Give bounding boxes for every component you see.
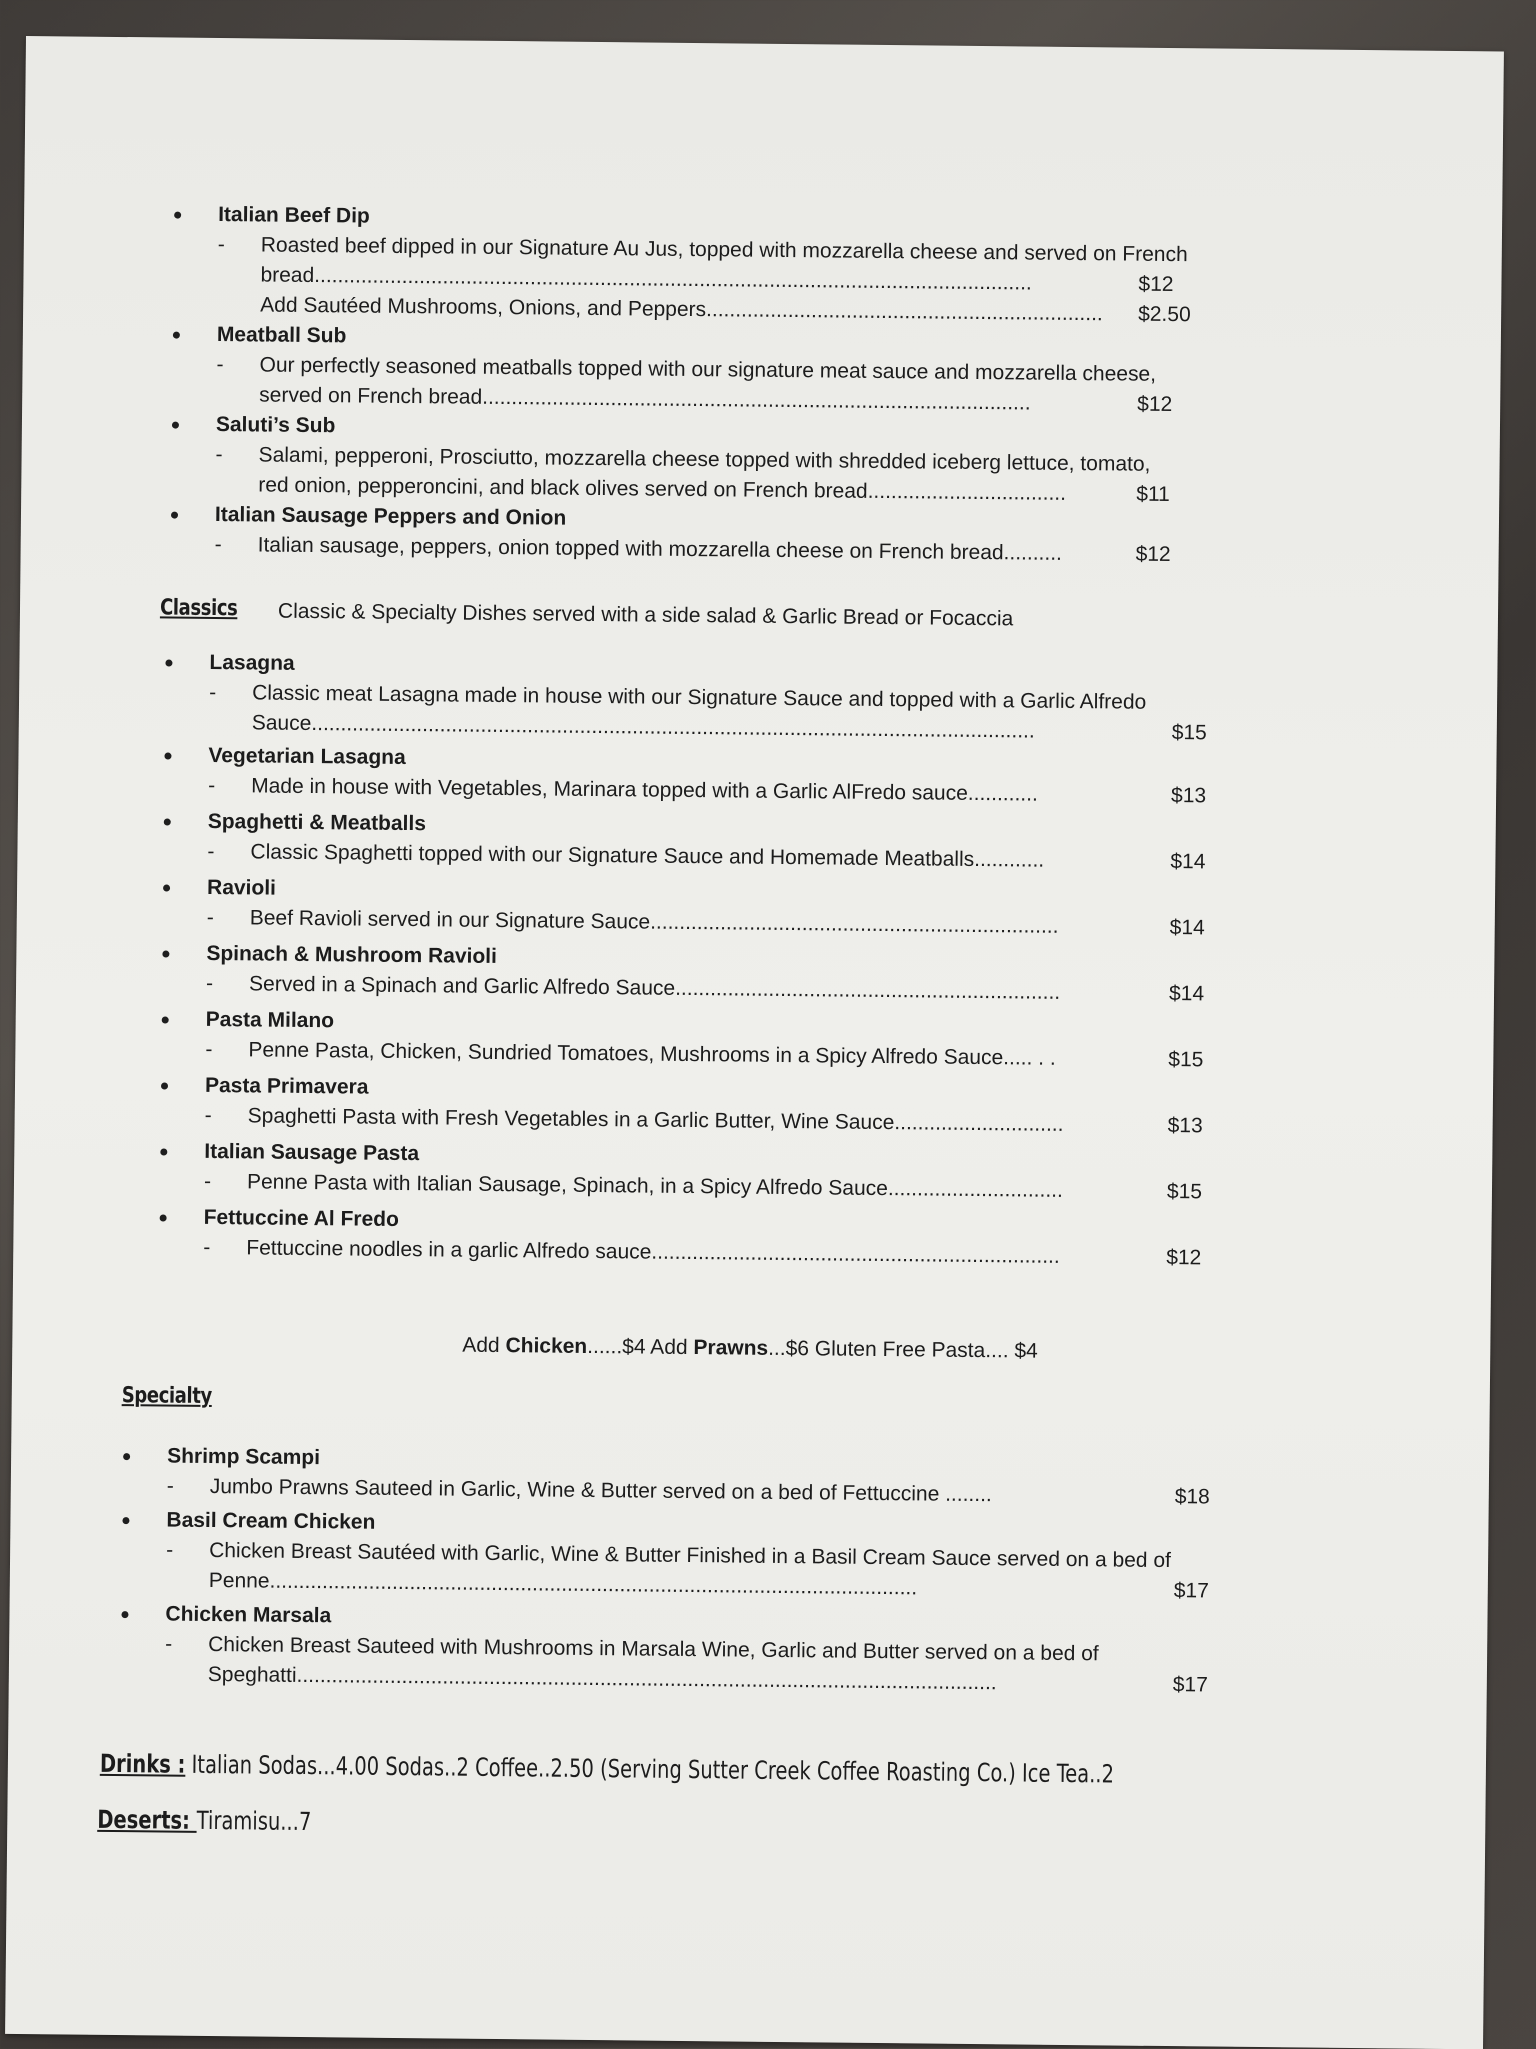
item-name: Pasta Primavera [204,1073,369,1099]
item-name: Italian Sausage Pasta [204,1139,420,1166]
bullet-icon [161,1082,168,1089]
dash-icon: - [165,1632,173,1656]
item-description [165,1630,1322,1702]
bullet-icon [173,332,180,339]
bullet-icon [121,1611,128,1618]
item-name: Shrimp Scampi [167,1444,321,1470]
desc-line: Served in a Spinach and Garlic Alfredo Sauce.................................................................. [248,972,1061,1004]
item-name: Spaghetti & Meatballs [207,809,427,836]
desc-line: Sauce............................................................................................................................ [251,711,1035,743]
menu-item-lasagna [165,647,1366,750]
addon-prawns: Prawns [693,1336,769,1360]
bullet-icon [174,212,181,219]
bullet-icon [160,1214,167,1221]
item-name: Italian Beef Dip [218,203,370,228]
menu-item-pasta-milano [161,1004,1362,1077]
item-price: $17 [1173,1579,1209,1603]
item-price: $13 [1167,1114,1203,1138]
desc-line: Classic meat Lasagna made in house with our Signature Sauce and topped with a Garlic Alfredo [252,681,1147,714]
classics-header: Classics [159,595,238,622]
desc-line: Salami, pepperoni, Prosciutto, mozzarella cheese topped with shredded iceberg lettuce, tomato, [258,443,1151,476]
specialty-section [121,1441,1324,1702]
bullet-icon [164,818,171,825]
desc-line: Jumbo Prawns Sauteed in Garlic, Wine & Butter served on a bed of Fettuccine ........ [209,1475,992,1507]
item-description [217,230,1374,332]
desc-line: Penne Pasta with Italian Sausage, Spinach, in a Spicy Alfredo Sauce.............................. [246,1170,1064,1202]
addon-chicken: Chicken [505,1334,588,1358]
dash-icon: - [205,1037,213,1062]
item-price: $18 [1174,1485,1210,1509]
desc-line: red onion, pepperoncini, and black olives served on French bread.................................. [258,473,1067,505]
menu-item-italian-beef-dip [173,200,1374,333]
drinks-label: Drinks : [99,1748,186,1779]
item-price: $12 [1137,392,1173,417]
addon-text: Add [462,1333,506,1358]
dash-icon: - [166,1474,174,1498]
item-name: Ravioli [206,875,277,900]
desc-line: Beef Ravioli served in our Signature Sauce...................................................................... [249,906,1059,938]
item-price: $15 [1166,1180,1203,1204]
dash-icon: - [208,773,216,798]
bullet-icon [123,1453,130,1460]
menu-item-pasta-primavera [161,1070,1362,1143]
desc-line: Chicken Breast Sauteed with Mushrooms in Marsala Wine, Garlic and Butter served on a bed of [208,1632,1099,1666]
item-name: Chicken Marsala [165,1602,332,1628]
item-price: $11 [1136,482,1170,507]
desc-line: Spaghetti Pasta with Fresh Vegetables in a Garlic Butter, Wine Sauce............................. [247,1104,1064,1136]
menu-item-meatball-sub [172,320,1373,423]
dash-icon: - [206,905,214,930]
desc-line: Fettuccine noodles in a garlic Alfredo sauce...................................................................... [246,1236,1060,1268]
item-name: Meatball Sub [216,323,347,348]
menu-item-italian-sausage-pasta [160,1136,1361,1209]
item-price: $15 [1168,1048,1204,1072]
specialty-header: Specialty [121,1383,212,1410]
bullet-icon [162,950,169,957]
menu-item-shrimp-scampi [123,1441,1324,1514]
dash-icon: - [214,533,222,557]
dash-icon: - [204,1103,212,1128]
item-price: $14 [1170,850,1206,874]
menu-item-basil-cream-chicken [122,1505,1323,1608]
item-name: Pasta Milano [205,1007,335,1033]
desc-line: Penne............................................................................................................... [208,1569,918,1600]
menu-item-salutis-sub [171,410,1372,513]
item-name: Spinach & Mushroom Ravioli [206,941,498,968]
deserts-line [97,1805,311,1837]
desc-line: Italian sausage, peppers, onion topped with mozzarella cheese on French bread.......... [257,533,1063,565]
item-name: Lasagna [209,650,295,675]
classics-subtitle: Classic & Specialty Dishes served with a side salad & Garlic Bread or Focaccia [277,599,1014,631]
drinks-line [100,1749,1114,1790]
item-price: $14 [1168,982,1205,1006]
desc-line: Speghatti........................................................................................................................ [207,1662,997,1695]
menu-item-ravioli [163,872,1364,945]
bullet-icon [162,1016,169,1023]
menu-item-chicken-marsala [121,1599,1322,1702]
menu-item-spinach-mushroom-ravioli [162,938,1363,1011]
desc-line: bread........................................................................................................................... [260,263,1032,295]
dash-icon: - [203,1235,211,1259]
deserts-label: Deserts: [97,1804,197,1835]
dash-icon: - [166,1538,174,1562]
dash-icon: - [207,839,215,864]
item-price: $15 [1171,721,1207,745]
menu-content [5,36,1504,2049]
pasta-addons [462,1331,1038,1367]
drinks-text: Italian Sodas...4.00 Sodas..2 Coffee..2.50 (Serving Sutter Creek Coffee Roasting Co.) Ice Tea..2 [185,1749,1115,1789]
dash-icon: - [209,680,217,705]
desc-line: Classic Spaghetti topped with our Signature Sauce and Homemade Meatballs............ [250,840,1045,872]
item-name: Italian Sausage Peppers and Onion [214,503,567,530]
desc-line: Our perfectly seasoned meatballs topped with our signature meat sauce and mozzarella cheese, [259,353,1157,386]
desc-line: served on French bread.............................................................................................. [259,383,1031,415]
dash-icon: - [205,971,214,996]
item-name: Saluti’s Sub [215,413,336,438]
desc-line: Roasted beef dipped in our Signature Au Jus, topped with mozzarella cheese and served on French [260,233,1188,267]
item-name: Vegetarian Lasagna [208,743,406,770]
bullet-icon [165,659,172,666]
bullet-icon [160,1148,167,1155]
menu-item-spaghetti-meatballs [163,806,1364,879]
addon-text: ......$4 Add [587,1334,694,1360]
deserts-text: Tiramisu...7 [196,1805,312,1837]
menu-item-italian-sausage-peppers [171,500,1372,573]
dash-icon: - [217,233,225,257]
bullet-icon [164,752,171,759]
bullet-icon [122,1517,129,1524]
addon-price: $2.50 [1138,302,1191,327]
menu-item-fettuccine-alfredo [159,1202,1360,1275]
item-name: Fettuccine Al Fredo [203,1205,399,1231]
subs-section [171,200,1375,573]
item-description [209,678,1366,750]
addon-line: Add Sautéed Mushrooms, Onions, and Peppers.................................................................... [260,293,1103,326]
item-description [166,1536,1323,1608]
item-price: $14 [1169,916,1205,940]
addon-text: ...$6 Gluten Free Pasta.... $4 [768,1336,1038,1363]
item-price: $13 [1170,784,1207,808]
desc-line: Made in house with Vegetables, Marinara topped with a Garlic AlFredo sauce............ [251,774,1039,806]
desc-line: Penne Pasta, Chicken, Sundried Tomatoes, Mushrooms in a Spicy Alfredo Sauce..... . . [248,1038,1056,1070]
item-price: $12 [1166,1246,1202,1270]
item-price: $17 [1172,1673,1208,1697]
dash-icon: - [215,443,223,467]
item-price: $12 [1138,272,1174,297]
dash-icon: - [203,1169,212,1193]
bullet-icon [163,884,170,891]
menu-page [5,36,1504,2049]
bullet-icon [172,422,179,429]
dash-icon: - [216,353,224,377]
item-name: Basil Cream Chicken [166,1508,376,1534]
bullet-icon [171,512,178,519]
menu-item-vegetarian-lasagna [164,740,1365,813]
item-price: $12 [1135,542,1171,567]
classics-section [159,647,1365,1275]
desc-line: Chicken Breast Sautéed with Garlic, Wine & Butter Finished in a Basil Cream Sauce served on a bed of [209,1539,1172,1573]
